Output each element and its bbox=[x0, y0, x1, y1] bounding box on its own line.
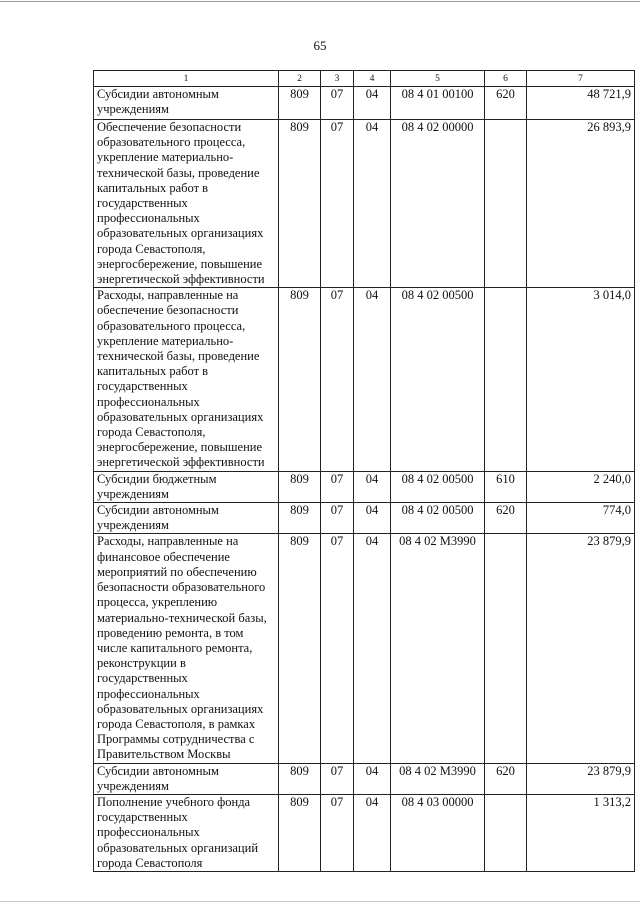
table-row bbox=[94, 534, 635, 763]
header-cell-5: 5 bbox=[391, 71, 485, 87]
table-row bbox=[94, 794, 635, 871]
row-section-code: 07 bbox=[321, 763, 354, 794]
header-cell-6: 6 bbox=[485, 71, 527, 87]
row-expense-type: 620 bbox=[485, 503, 527, 534]
row-name: Расходы, направленные на финансовое обеспечение мероприятий по обеспечению безопасности образовательного процесса, укреплению материально-технической базы, проведению ремонта, в том числе капитального ремонта, реконструкции в государственных профессиональных образовательных организациях города Севастополя, в рамках Программы сотрудничества с Правительством Москвы bbox=[94, 534, 279, 763]
row-name: Пополнение учебного фонда государственных профессиональных образовательных организаций города Севастополя bbox=[94, 794, 279, 871]
row-target-code: 08 4 02 00500 bbox=[391, 471, 485, 502]
row-name: Субсидии бюджетным учреждениям bbox=[94, 471, 279, 502]
row-name: Субсидии автономным учреждениям bbox=[94, 503, 279, 534]
row-expense-type bbox=[485, 534, 527, 763]
row-subsection-code: 04 bbox=[354, 120, 391, 288]
row-expense-type: 610 bbox=[485, 471, 527, 502]
row-expense-type bbox=[485, 794, 527, 871]
row-target-code: 08 4 02 М3990 bbox=[391, 763, 485, 794]
row-subsection-code: 04 bbox=[354, 534, 391, 763]
row-target-code: 08 4 02 М3990 bbox=[391, 534, 485, 763]
row-section-code: 07 bbox=[321, 534, 354, 763]
header-cell-3: 3 bbox=[321, 71, 354, 87]
row-subsection-code: 04 bbox=[354, 471, 391, 502]
row-amount: 1 313,2 bbox=[527, 794, 635, 871]
table-row bbox=[94, 87, 635, 120]
row-subsection-code: 04 bbox=[354, 763, 391, 794]
row-amount: 2 240,0 bbox=[527, 471, 635, 502]
row-subsection-code: 04 bbox=[354, 503, 391, 534]
header-cell-1: 1 bbox=[94, 71, 279, 87]
row-ministry-code: 809 bbox=[279, 87, 321, 120]
row-amount: 23 879,9 bbox=[527, 534, 635, 763]
table-row bbox=[94, 288, 635, 471]
table-row bbox=[94, 471, 635, 502]
row-subsection-code: 04 bbox=[354, 794, 391, 871]
table-header-row bbox=[94, 71, 635, 87]
row-ministry-code: 809 bbox=[279, 471, 321, 502]
header-cell-2: 2 bbox=[279, 71, 321, 87]
row-expense-type bbox=[485, 120, 527, 288]
row-target-code: 08 4 02 00000 bbox=[391, 120, 485, 288]
table-row bbox=[94, 763, 635, 794]
table-row bbox=[94, 120, 635, 288]
row-amount: 23 879,9 bbox=[527, 763, 635, 794]
row-section-code: 07 bbox=[321, 87, 354, 120]
row-expense-type: 620 bbox=[485, 763, 527, 794]
row-section-code: 07 bbox=[321, 120, 354, 288]
row-name: Субсидии автономным учреждениям bbox=[94, 763, 279, 794]
page-bottom-edge bbox=[0, 901, 640, 902]
row-section-code: 07 bbox=[321, 471, 354, 502]
row-subsection-code: 04 bbox=[354, 288, 391, 471]
row-target-code: 08 4 02 00500 bbox=[391, 503, 485, 534]
row-target-code: 08 4 02 00500 bbox=[391, 288, 485, 471]
row-section-code: 07 bbox=[321, 503, 354, 534]
row-amount: 3 014,0 bbox=[527, 288, 635, 471]
row-ministry-code: 809 bbox=[279, 794, 321, 871]
row-target-code: 08 4 03 00000 bbox=[391, 794, 485, 871]
row-name: Субсидии автономным учреждениям bbox=[94, 87, 279, 120]
row-ministry-code: 809 bbox=[279, 288, 321, 471]
row-ministry-code: 809 bbox=[279, 120, 321, 288]
header-cell-7: 7 bbox=[527, 71, 635, 87]
row-ministry-code: 809 bbox=[279, 503, 321, 534]
table-row bbox=[94, 503, 635, 534]
budget-table bbox=[93, 70, 635, 872]
row-amount: 26 893,9 bbox=[527, 120, 635, 288]
row-ministry-code: 809 bbox=[279, 534, 321, 763]
row-amount: 48 721,9 bbox=[527, 87, 635, 120]
header-cell-4: 4 bbox=[354, 71, 391, 87]
row-target-code: 08 4 01 00100 bbox=[391, 87, 485, 120]
row-subsection-code: 04 bbox=[354, 87, 391, 120]
page-top-edge bbox=[0, 1, 640, 2]
row-section-code: 07 bbox=[321, 288, 354, 471]
row-expense-type: 620 bbox=[485, 87, 527, 120]
page-number: 65 bbox=[313, 38, 327, 53]
row-section-code: 07 bbox=[321, 794, 354, 871]
row-expense-type bbox=[485, 288, 527, 471]
row-name: Расходы, направленные на обеспечение безопасности образовательного процесса, укрепление материально-технической базы, проведение капитальных работ в государственных профессиональных образовательных организациях города Севастополя, энергосбережение, повышение энергетической эффективности bbox=[94, 288, 279, 471]
row-name: Обеспечение безопасности образовательного процесса, укрепление материально-технической базы, проведение капитальных работ в государственных профессиональных образовательных организациях города Севастополя, энергосбережение, повышение энергетической эффективности bbox=[94, 120, 279, 288]
row-ministry-code: 809 bbox=[279, 763, 321, 794]
row-amount: 774,0 bbox=[527, 503, 635, 534]
